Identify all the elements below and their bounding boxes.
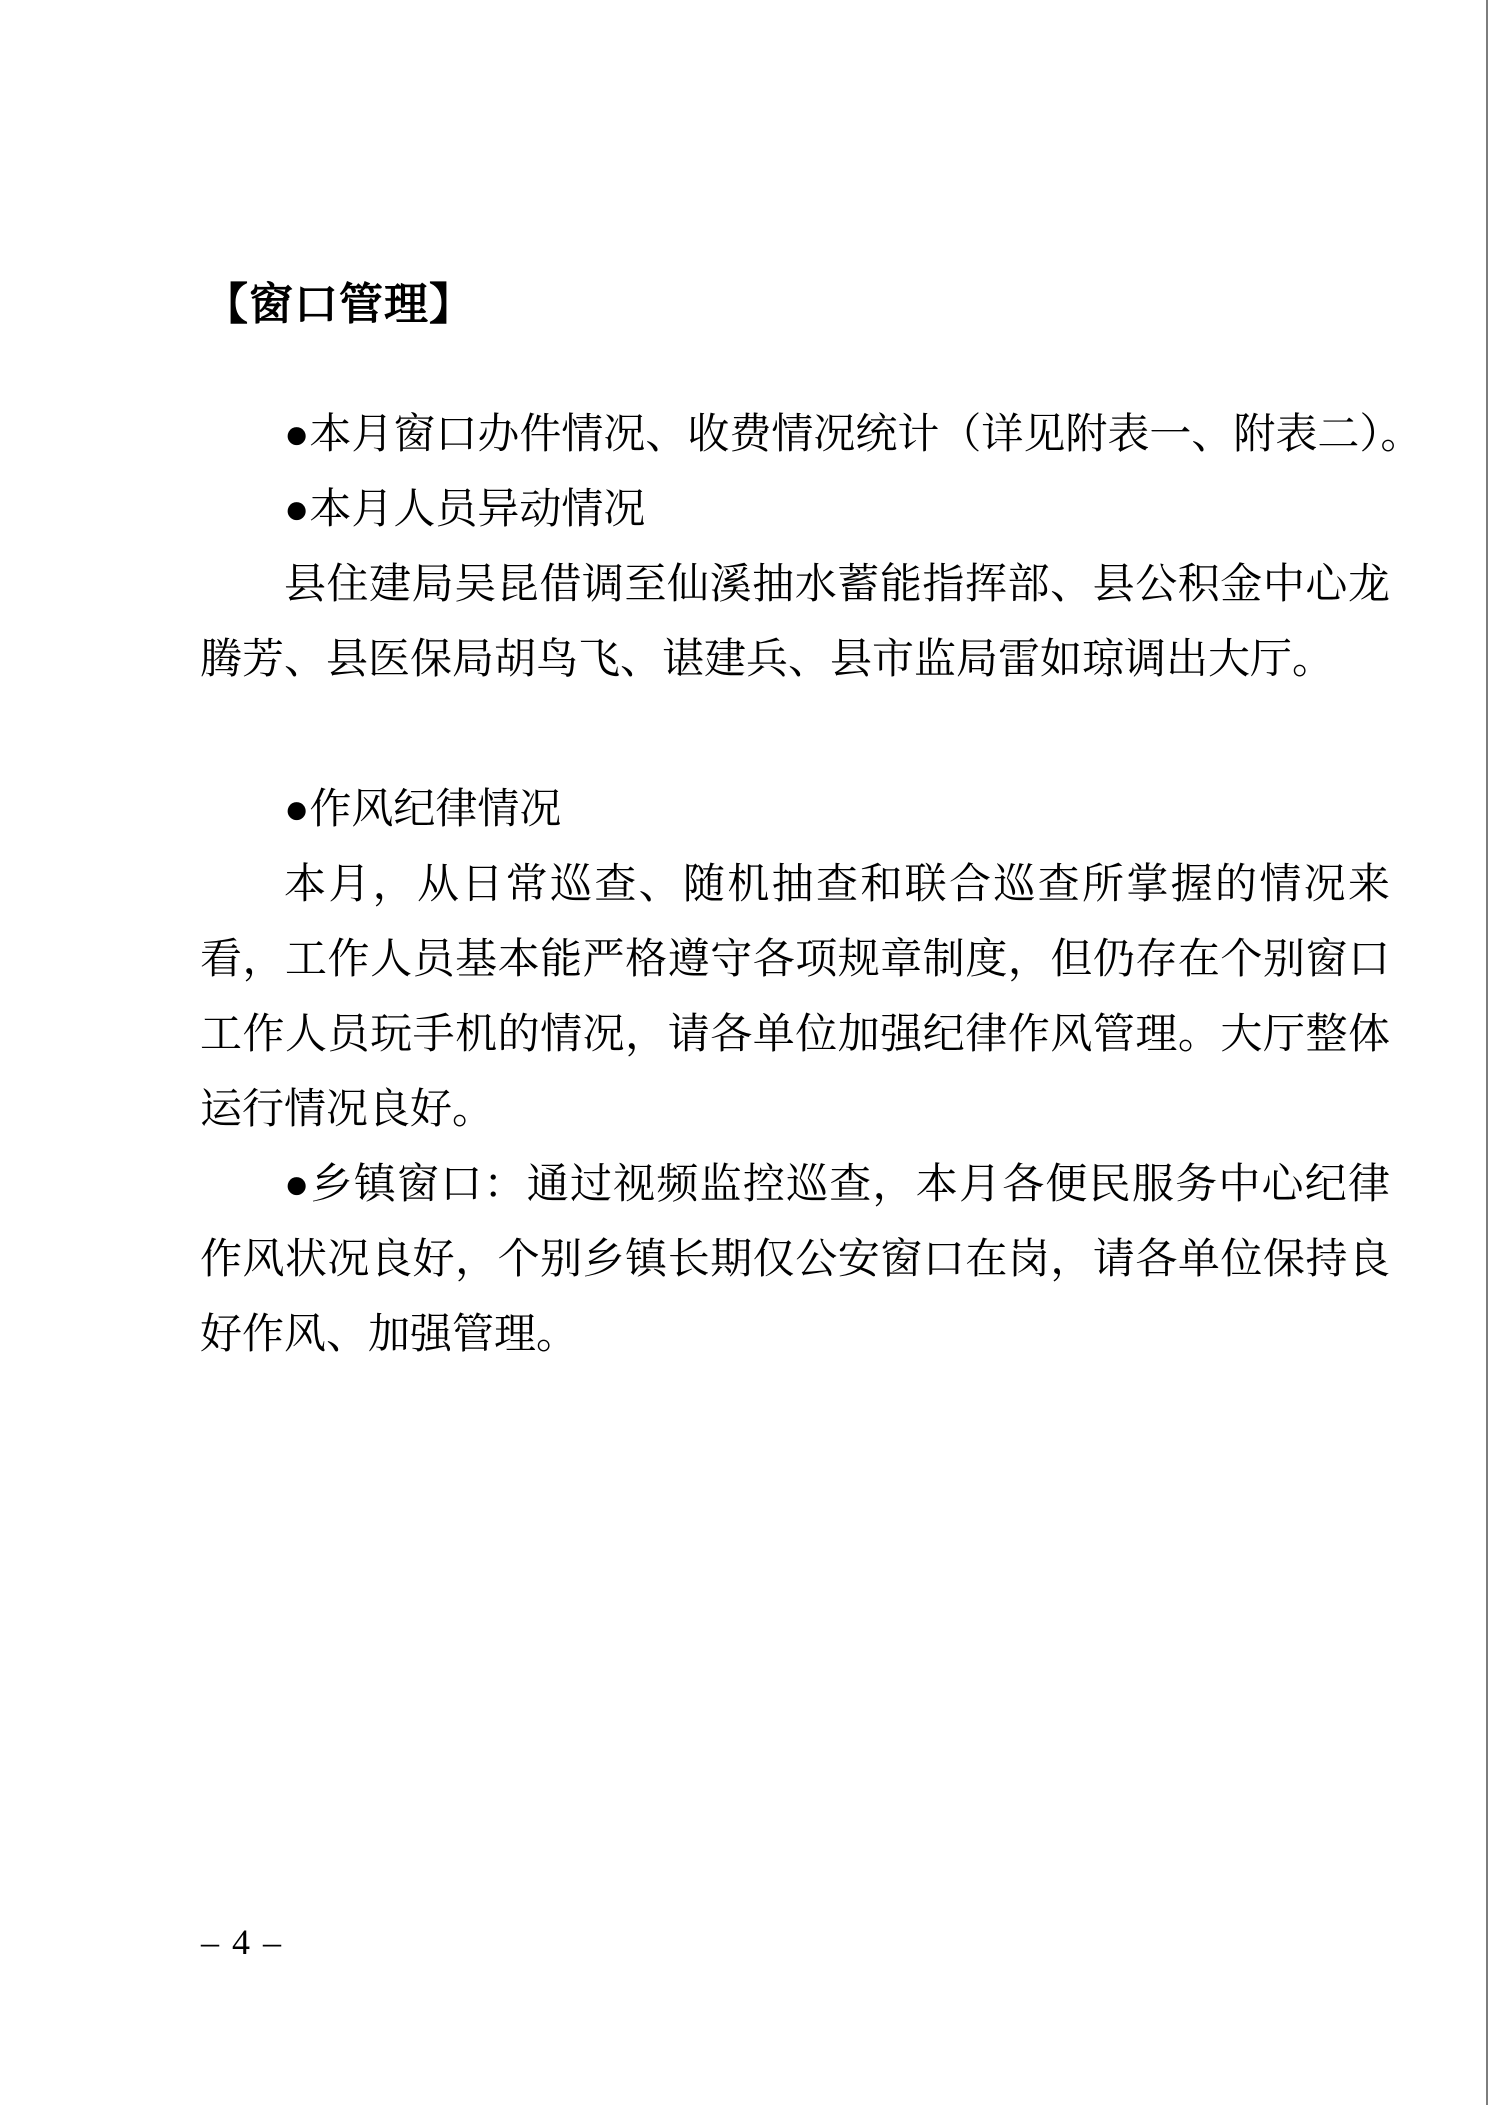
bullet-paragraph-monthly-window-stats: ●本月窗口办件情况、收费情况统计（详见附表一、附表二）。: [284, 412, 1423, 458]
bullet-paragraph-township-windows: ●乡镇窗口：通过视频监控巡查，本月各便民服务中心纪律作风状况良好，个别乡镇长期仅公安窗口在岗，请各单位保持良好作风、加强管理。: [200, 1162, 1390, 1358]
bullet-paragraph-personnel-change-title: ●本月人员异动情况: [284, 487, 646, 533]
bullet-paragraph-discipline-title: ●作风纪律情况: [284, 787, 562, 833]
page-number: – 4 –: [201, 1922, 283, 1962]
document-body: [200, 398, 1423, 1373]
paragraph-discipline-body: 本月，从日常巡查、随机抽查和联合巡查所掌握的情况来看，工作人员基本能严格遵守各项规章制度，但仍存在个别窗口工作人员玩手机的情况，请各单位加强纪律作风管理。大厅整体运行情况良好。: [200, 862, 1390, 1133]
section-title: 【窗口管理】: [204, 280, 474, 329]
paragraph-personnel-change-body: 县住建局吴昆借调至仙溪抽水蓄能指挥部、县公积金中心龙腾芳、县医保局胡鸟飞、谌建兵、县市监局雷如琼调出大厅。: [200, 562, 1390, 683]
